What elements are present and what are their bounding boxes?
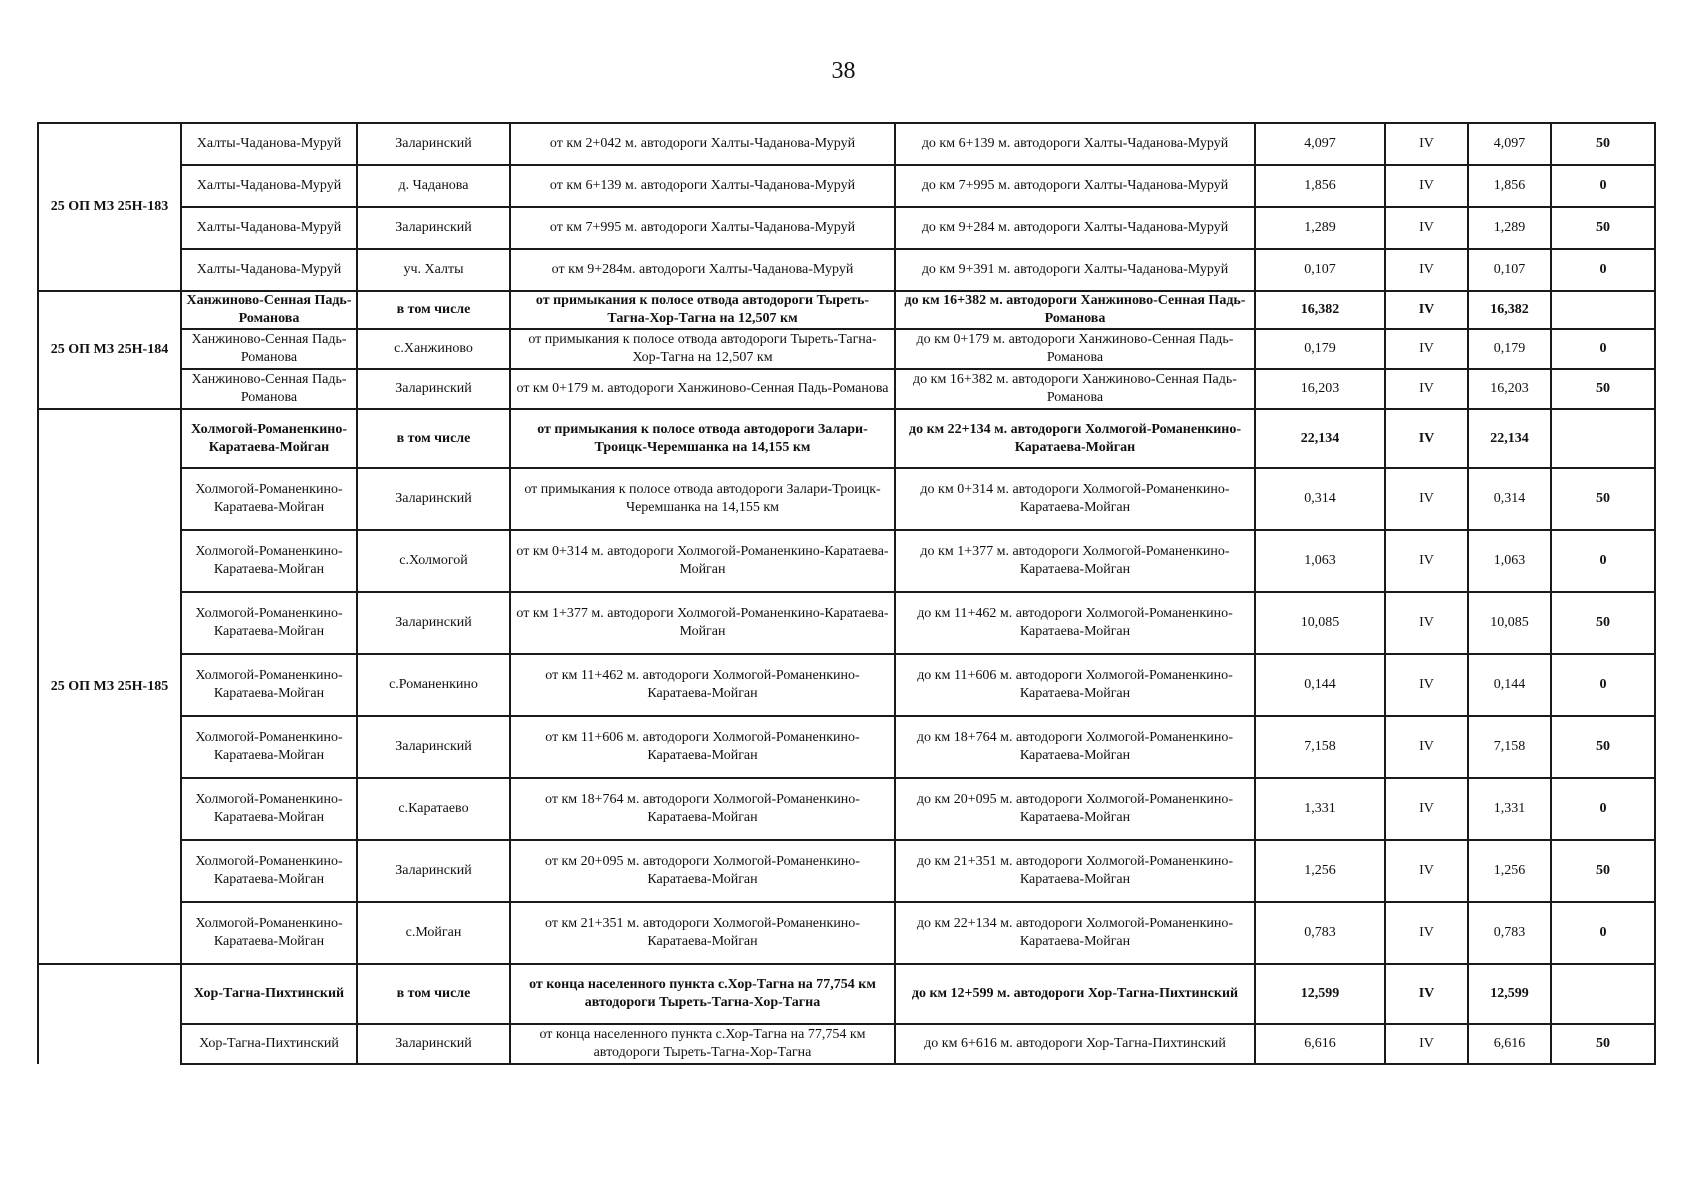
district-cell: с.Романенкино bbox=[357, 654, 510, 716]
category-cell: IV bbox=[1385, 964, 1468, 1024]
end-point-cell: до км 20+095 м. автодороги Холмогой-Романенкино-Каратаева-Мойган bbox=[895, 778, 1255, 840]
road-name-cell: Ханжиново-Сенная Падь-Романова bbox=[181, 291, 357, 329]
category-cell: IV bbox=[1385, 291, 1468, 329]
end-point-cell: до км 22+134 м. автодороги Холмогой-Романенкино-Каратаева-Мойган bbox=[895, 409, 1255, 468]
category-cell: IV bbox=[1385, 369, 1468, 409]
district-cell: Заларинский bbox=[357, 123, 510, 165]
category-cell: IV bbox=[1385, 165, 1468, 207]
road-code-cell: 25 ОП МЗ 25Н-184 bbox=[38, 291, 181, 409]
length-cell: 12,599 bbox=[1255, 964, 1385, 1024]
length-cell: 0,107 bbox=[1255, 249, 1385, 291]
speed-cell bbox=[1551, 291, 1655, 329]
start-point-cell: от конца населенного пункта с.Хор-Тагна на 77,754 км автодороги Тыреть-Тагна-Хор-Тагна bbox=[510, 964, 895, 1024]
end-point-cell: до км 0+179 м. автодороги Ханжиново-Сенная Падь-Романова bbox=[895, 329, 1255, 369]
category-length-cell: 6,616 bbox=[1468, 1024, 1551, 1064]
category-length-cell: 16,382 bbox=[1468, 291, 1551, 329]
table-row bbox=[38, 902, 1655, 964]
road-name-cell: Ханжиново-Сенная Падь-Романова bbox=[181, 369, 357, 409]
speed-cell bbox=[1551, 409, 1655, 468]
district-cell: Заларинский bbox=[357, 840, 510, 902]
road-name-cell: Холмогой-Романенкино-Каратаева-Мойган bbox=[181, 716, 357, 778]
speed-cell: 50 bbox=[1551, 1024, 1655, 1064]
category-cell: IV bbox=[1385, 329, 1468, 369]
length-cell: 0,179 bbox=[1255, 329, 1385, 369]
end-point-cell: до км 22+134 м. автодороги Холмогой-Романенкино-Каратаева-Мойган bbox=[895, 902, 1255, 964]
length-cell: 6,616 bbox=[1255, 1024, 1385, 1064]
district-cell: Заларинский bbox=[357, 207, 510, 249]
road-name-cell: Холмогой-Романенкино-Каратаева-Мойган bbox=[181, 530, 357, 592]
start-point-cell: от км 6+139 м. автодороги Халты-Чаданова-Муруй bbox=[510, 165, 895, 207]
start-point-cell: от км 11+606 м. автодороги Холмогой-Романенкино-Каратаева-Мойган bbox=[510, 716, 895, 778]
road-name-cell: Халты-Чаданова-Муруй bbox=[181, 123, 357, 165]
road-name-cell: Холмогой-Романенкино-Каратаева-Мойган bbox=[181, 654, 357, 716]
table-row bbox=[38, 530, 1655, 592]
speed-cell: 50 bbox=[1551, 592, 1655, 654]
end-point-cell: до км 16+382 м. автодороги Ханжиново-Сенная Падь-Романова bbox=[895, 369, 1255, 409]
start-point-cell: от км 2+042 м. автодороги Халты-Чаданова-Муруй bbox=[510, 123, 895, 165]
start-point-cell: от км 20+095 м. автодороги Холмогой-Романенкино-Каратаева-Мойган bbox=[510, 840, 895, 902]
speed-cell: 0 bbox=[1551, 165, 1655, 207]
road-code-cell: 25 ОП МЗ 25Н-183 bbox=[38, 123, 181, 291]
category-length-cell: 0,314 bbox=[1468, 468, 1551, 530]
start-point-cell: от примыкания к полосе отвода автодороги Залари-Троицк-Черемшанка на 14,155 км bbox=[510, 468, 895, 530]
category-cell: IV bbox=[1385, 207, 1468, 249]
district-cell: Заларинский bbox=[357, 468, 510, 530]
table-row bbox=[38, 207, 1655, 249]
road-code-cell bbox=[38, 964, 181, 1064]
category-length-cell: 1,331 bbox=[1468, 778, 1551, 840]
table-row bbox=[38, 249, 1655, 291]
table-row bbox=[38, 123, 1655, 165]
speed-cell: 50 bbox=[1551, 123, 1655, 165]
district-cell: с.Ханжиново bbox=[357, 329, 510, 369]
speed-cell: 0 bbox=[1551, 778, 1655, 840]
end-point-cell: до км 9+391 м. автодороги Халты-Чаданова-Муруй bbox=[895, 249, 1255, 291]
category-length-cell: 7,158 bbox=[1468, 716, 1551, 778]
end-point-cell: до км 0+314 м. автодороги Холмогой-Романенкино-Каратаева-Мойган bbox=[895, 468, 1255, 530]
category-cell: IV bbox=[1385, 654, 1468, 716]
category-length-cell: 1,856 bbox=[1468, 165, 1551, 207]
table-row bbox=[38, 468, 1655, 530]
category-cell: IV bbox=[1385, 468, 1468, 530]
district-cell: в том числе bbox=[357, 409, 510, 468]
length-cell: 1,856 bbox=[1255, 165, 1385, 207]
category-length-cell: 1,289 bbox=[1468, 207, 1551, 249]
start-point-cell: от км 11+462 м. автодороги Холмогой-Романенкино-Каратаева-Мойган bbox=[510, 654, 895, 716]
category-cell: IV bbox=[1385, 716, 1468, 778]
road-name-cell: Холмогой-Романенкино-Каратаева-Мойган bbox=[181, 840, 357, 902]
start-point-cell: от км 9+284м. автодороги Халты-Чаданова-Муруй bbox=[510, 249, 895, 291]
end-point-cell: до км 6+616 м. автодороги Хор-Тагна-Пихтинский bbox=[895, 1024, 1255, 1064]
category-length-cell: 22,134 bbox=[1468, 409, 1551, 468]
category-cell: IV bbox=[1385, 778, 1468, 840]
district-cell: д. Чаданова bbox=[357, 165, 510, 207]
end-point-cell: до км 1+377 м. автодороги Холмогой-Романенкино-Каратаева-Мойган bbox=[895, 530, 1255, 592]
end-point-cell: до км 6+139 м. автодороги Халты-Чаданова-Муруй bbox=[895, 123, 1255, 165]
speed-cell: 50 bbox=[1551, 840, 1655, 902]
table-row bbox=[38, 654, 1655, 716]
district-cell: с.Холмогой bbox=[357, 530, 510, 592]
page-number: 38 bbox=[831, 58, 856, 84]
speed-cell: 0 bbox=[1551, 902, 1655, 964]
start-point-cell: от примыкания к полосе отвода автодороги Тыреть-Тагна-Хор-Тагна на 12,507 км bbox=[510, 329, 895, 369]
table-row bbox=[38, 592, 1655, 654]
speed-cell: 50 bbox=[1551, 468, 1655, 530]
category-cell: IV bbox=[1385, 592, 1468, 654]
category-length-cell: 10,085 bbox=[1468, 592, 1551, 654]
table-row bbox=[38, 165, 1655, 207]
speed-cell: 0 bbox=[1551, 530, 1655, 592]
road-name-cell: Хор-Тагна-Пихтинский bbox=[181, 964, 357, 1024]
length-cell: 1,063 bbox=[1255, 530, 1385, 592]
table-row bbox=[38, 1024, 1655, 1064]
district-cell: Заларинский bbox=[357, 716, 510, 778]
length-cell: 4,097 bbox=[1255, 123, 1385, 165]
road-name-cell: Халты-Чаданова-Муруй bbox=[181, 207, 357, 249]
speed-cell: 0 bbox=[1551, 329, 1655, 369]
length-cell: 16,382 bbox=[1255, 291, 1385, 329]
table-row bbox=[38, 778, 1655, 840]
district-cell: уч. Халты bbox=[357, 249, 510, 291]
district-cell: Заларинский bbox=[357, 592, 510, 654]
district-cell: Заларинский bbox=[357, 369, 510, 409]
length-cell: 1,256 bbox=[1255, 840, 1385, 902]
road-name-cell: Халты-Чаданова-Муруй bbox=[181, 249, 357, 291]
roads-table bbox=[37, 122, 1656, 1065]
table-row bbox=[38, 291, 1655, 329]
end-point-cell: до км 12+599 м. автодороги Хор-Тагна-Пихтинский bbox=[895, 964, 1255, 1024]
start-point-cell: от примыкания к полосе отвода автодороги Тыреть-Тагна-Хор-Тагна на 12,507 км bbox=[510, 291, 895, 329]
category-cell: IV bbox=[1385, 1024, 1468, 1064]
start-point-cell: от км 1+377 м. автодороги Холмогой-Романенкино-Каратаева-Мойган bbox=[510, 592, 895, 654]
length-cell: 22,134 bbox=[1255, 409, 1385, 468]
speed-cell: 0 bbox=[1551, 654, 1655, 716]
start-point-cell: от км 0+179 м. автодороги Ханжиново-Сенная Падь-Романова bbox=[510, 369, 895, 409]
table-row bbox=[38, 369, 1655, 409]
length-cell: 0,783 bbox=[1255, 902, 1385, 964]
speed-cell: 0 bbox=[1551, 249, 1655, 291]
category-cell: IV bbox=[1385, 123, 1468, 165]
start-point-cell: от км 7+995 м. автодороги Халты-Чаданова-Муруй bbox=[510, 207, 895, 249]
table-row bbox=[38, 716, 1655, 778]
road-name-cell: Халты-Чаданова-Муруй bbox=[181, 165, 357, 207]
category-cell: IV bbox=[1385, 902, 1468, 964]
road-name-cell: Хор-Тагна-Пихтинский bbox=[181, 1024, 357, 1064]
table-row bbox=[38, 409, 1655, 468]
district-cell: с.Мойган bbox=[357, 902, 510, 964]
end-point-cell: до км 11+462 м. автодороги Холмогой-Романенкино-Каратаева-Мойган bbox=[895, 592, 1255, 654]
district-cell: Заларинский bbox=[357, 1024, 510, 1064]
category-length-cell: 16,203 bbox=[1468, 369, 1551, 409]
category-length-cell: 0,179 bbox=[1468, 329, 1551, 369]
end-point-cell: до км 9+284 м. автодороги Халты-Чаданова-Муруй bbox=[895, 207, 1255, 249]
road-name-cell: Ханжиново-Сенная Падь-Романова bbox=[181, 329, 357, 369]
speed-cell: 50 bbox=[1551, 207, 1655, 249]
length-cell: 16,203 bbox=[1255, 369, 1385, 409]
district-cell: в том числе bbox=[357, 964, 510, 1024]
start-point-cell: от км 0+314 м. автодороги Холмогой-Романенкино-Каратаева-Мойган bbox=[510, 530, 895, 592]
speed-cell bbox=[1551, 964, 1655, 1024]
category-length-cell: 0,144 bbox=[1468, 654, 1551, 716]
end-point-cell: до км 18+764 м. автодороги Холмогой-Романенкино-Каратаева-Мойган bbox=[895, 716, 1255, 778]
speed-cell: 50 bbox=[1551, 716, 1655, 778]
start-point-cell: от конца населенного пункта с.Хор-Тагна на 77,754 км автодороги Тыреть-Тагна-Хор-Тагна bbox=[510, 1024, 895, 1064]
length-cell: 10,085 bbox=[1255, 592, 1385, 654]
road-name-cell: Холмогой-Романенкино-Каратаева-Мойган bbox=[181, 592, 357, 654]
end-point-cell: до км 7+995 м. автодороги Халты-Чаданова-Муруй bbox=[895, 165, 1255, 207]
category-cell: IV bbox=[1385, 840, 1468, 902]
category-cell: IV bbox=[1385, 530, 1468, 592]
category-cell: IV bbox=[1385, 409, 1468, 468]
length-cell: 1,289 bbox=[1255, 207, 1385, 249]
table-row bbox=[38, 964, 1655, 1024]
road-name-cell: Холмогой-Романенкино-Каратаева-Мойган bbox=[181, 778, 357, 840]
length-cell: 1,331 bbox=[1255, 778, 1385, 840]
end-point-cell: до км 11+606 м. автодороги Холмогой-Романенкино-Каратаева-Мойган bbox=[895, 654, 1255, 716]
start-point-cell: от примыкания к полосе отвода автодороги Залари-Троицк-Черемшанка на 14,155 км bbox=[510, 409, 895, 468]
length-cell: 0,314 bbox=[1255, 468, 1385, 530]
speed-cell: 50 bbox=[1551, 369, 1655, 409]
category-length-cell: 12,599 bbox=[1468, 964, 1551, 1024]
road-code-cell: 25 ОП МЗ 25Н-185 bbox=[38, 409, 181, 964]
category-length-cell: 4,097 bbox=[1468, 123, 1551, 165]
end-point-cell: до км 21+351 м. автодороги Холмогой-Романенкино-Каратаева-Мойган bbox=[895, 840, 1255, 902]
category-length-cell: 0,107 bbox=[1468, 249, 1551, 291]
road-name-cell: Холмогой-Романенкино-Каратаева-Мойган bbox=[181, 902, 357, 964]
start-point-cell: от км 21+351 м. автодороги Холмогой-Романенкино-Каратаева-Мойган bbox=[510, 902, 895, 964]
road-name-cell: Холмогой-Романенкино-Каратаева-Мойган bbox=[181, 409, 357, 468]
category-cell: IV bbox=[1385, 249, 1468, 291]
table-row bbox=[38, 329, 1655, 369]
table-row bbox=[38, 840, 1655, 902]
end-point-cell: до км 16+382 м. автодороги Ханжиново-Сенная Падь-Романова bbox=[895, 291, 1255, 329]
category-length-cell: 1,256 bbox=[1468, 840, 1551, 902]
category-length-cell: 0,783 bbox=[1468, 902, 1551, 964]
district-cell: в том числе bbox=[357, 291, 510, 329]
length-cell: 0,144 bbox=[1255, 654, 1385, 716]
district-cell: с.Каратаево bbox=[357, 778, 510, 840]
length-cell: 7,158 bbox=[1255, 716, 1385, 778]
start-point-cell: от км 18+764 м. автодороги Холмогой-Романенкино-Каратаева-Мойган bbox=[510, 778, 895, 840]
category-length-cell: 1,063 bbox=[1468, 530, 1551, 592]
road-name-cell: Холмогой-Романенкино-Каратаева-Мойган bbox=[181, 468, 357, 530]
